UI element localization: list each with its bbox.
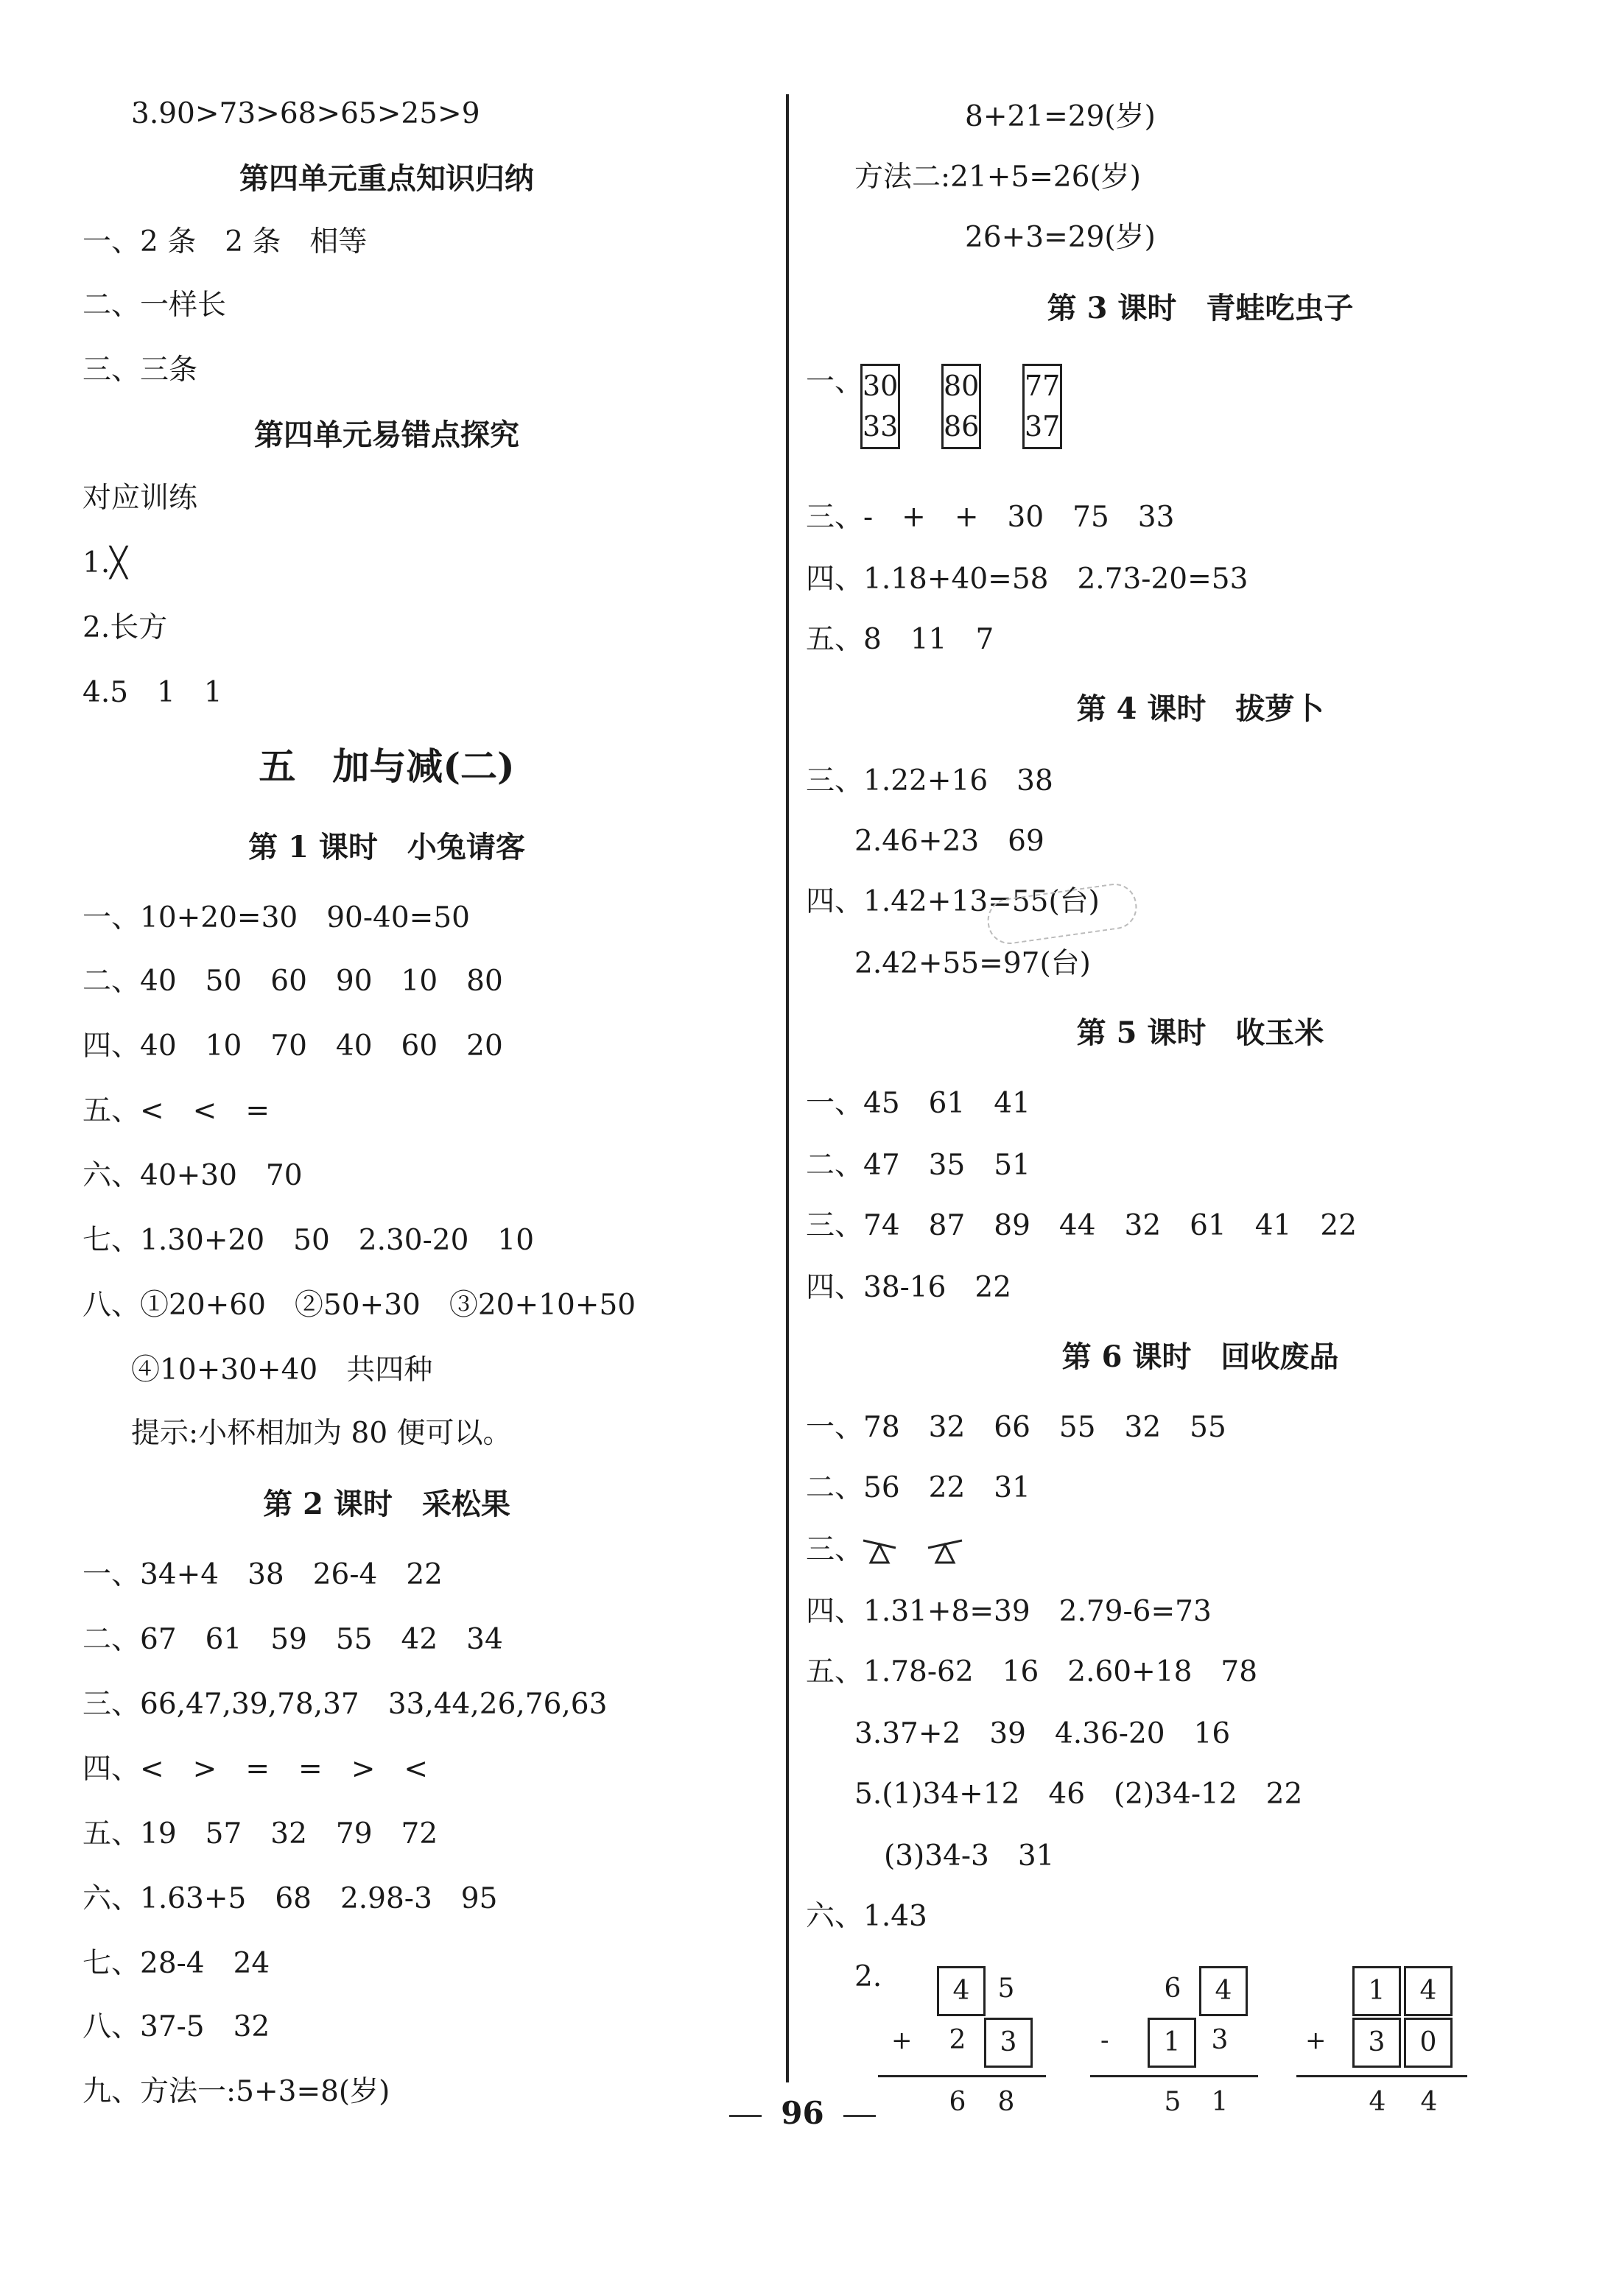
answer-line: 4.5 1 1	[82, 676, 222, 709]
answer-line-prefix: 三、	[806, 1533, 864, 1566]
box-value: 37	[1025, 410, 1061, 443]
answer-line: 5.(1)34+12 46 (2)34-12 22	[854, 1778, 1303, 1811]
page-number-dash	[843, 2115, 876, 2117]
answer-line: 一、34+4 38 26-4 22	[82, 1558, 443, 1591]
answer-line: 四、1.42+13=55(台)	[806, 885, 1100, 918]
answer-line: 九、方法一:5+3=8(岁)	[82, 2075, 390, 2108]
lesson-heading: 第 6 课时 回收废品	[1061, 1339, 1339, 1374]
answer-line: 四、40 10 70 40 60 20	[82, 1029, 503, 1063]
answer-line: 五、19 57 32 79 72	[82, 1817, 438, 1850]
box-value: 30	[863, 370, 899, 402]
answer-line-prefix: 一、	[806, 365, 864, 398]
digit: 2	[949, 2025, 966, 2055]
page-number-value: 96	[781, 2095, 824, 2131]
answer-line: 六、40+30 70	[82, 1159, 303, 1192]
digit: 6	[1164, 1973, 1181, 2004]
answer-line: 三、74 87 89 44 32 61 41 22	[806, 1209, 1358, 1242]
answer-line: 三、66,47,39,78,37 33,44,26,76,63	[82, 1688, 608, 1721]
operator: +	[1305, 2026, 1327, 2055]
box-value: 86	[944, 410, 980, 443]
filled-box: 1	[1148, 2018, 1196, 2068]
box-value: 77	[1025, 370, 1061, 402]
lesson-heading: 第 4 课时 拔萝卜	[1076, 691, 1324, 726]
section-heading: 第四单元重点知识归纳	[239, 161, 534, 196]
filled-box: 4	[1404, 1966, 1453, 2016]
answer-line: 一、10+20=30 90-40=50	[82, 901, 470, 934]
sum-line	[1296, 2075, 1467, 2077]
answer-line: 三、- + + 30 75 33	[806, 501, 1175, 534]
balance-scale-icon	[857, 1533, 968, 1570]
difference-line	[1090, 2075, 1258, 2077]
digit: 5	[1164, 2087, 1181, 2117]
unit-title: 五 加与减(二)	[259, 744, 515, 788]
answer-line: 五、1.78-62 16 2.60+18 78	[806, 1655, 1258, 1688]
answer-line: 四、< > = = > <	[82, 1753, 429, 1786]
answer-line: 三、1.22+16 38	[806, 764, 1053, 797]
lesson-heading: 第 5 课时 收玉米	[1076, 1015, 1324, 1050]
filled-box: 0	[1404, 2018, 1453, 2068]
digit: 8	[997, 2087, 1015, 2117]
digit: 4	[1369, 2087, 1386, 2117]
filled-box: 4	[937, 1966, 986, 2016]
answer-line: 二、一样长	[82, 289, 227, 322]
answer-line: 对应训练	[82, 482, 198, 515]
answer-line: 8+21=29(岁)	[965, 100, 1156, 133]
answer-box-column	[1022, 364, 1062, 449]
hint-line: 提示:小杯相加为 80 便可以。	[131, 1417, 512, 1450]
box-value: 80	[944, 370, 980, 402]
digit: 5	[997, 1973, 1015, 2004]
digit: 1	[1211, 2087, 1229, 2117]
filled-box: 1	[1352, 1966, 1401, 2016]
filled-box: 4	[1199, 1966, 1248, 2016]
section-heading: 第四单元易错点探究	[254, 418, 519, 452]
lesson-heading: 第 3 课时 青蛙吃虫子	[1047, 291, 1354, 325]
answer-line: 2.长方	[82, 611, 168, 644]
filled-box: 3	[984, 2018, 1033, 2068]
answer-box-column	[941, 364, 981, 449]
answer-line: 六、1.63+5 68 2.98-3 95	[82, 1882, 498, 1915]
answer-line: 1.╳	[82, 546, 127, 580]
answer-line: 四、1.31+8=39 2.79-6=73	[806, 1595, 1212, 1628]
answer-line: 八、37-5 32	[82, 2010, 270, 2043]
answer-box-column	[860, 364, 900, 449]
answer-line: 一、78 32 66 55 32 55	[806, 1411, 1226, 1444]
answer-line: 3.90>73>68>65>25>9	[131, 97, 480, 130]
box-value: 33	[863, 410, 899, 443]
answer-line: (3)34-3 31	[884, 1839, 1055, 1873]
answer-line: 二、56 22 31	[806, 1471, 1030, 1504]
answer-line: 二、40 50 60 90 10 80	[82, 965, 503, 998]
answer-line: 一、45 61 41	[806, 1087, 1030, 1120]
answer-line: 26+3=29(岁)	[965, 221, 1156, 254]
sum-line	[878, 2075, 1046, 2077]
answer-line: 一、2 条 2 条 相等	[82, 225, 368, 258]
answer-line: ④10+30+40 共四种	[131, 1353, 433, 1387]
answer-line: 2.42+55=97(台)	[854, 947, 1091, 980]
answer-line: 三、三条	[82, 353, 198, 387]
answer-line: 四、1.18+40=58 2.73-20=53	[806, 563, 1248, 596]
answer-line: 八、①20+60 ②50+30 ③20+10+50	[82, 1289, 636, 1322]
digit: 6	[949, 2087, 966, 2117]
answer-line: 2.	[854, 1960, 882, 1993]
answer-line: 五、8 11 7	[806, 623, 994, 656]
answer-line: 六、1.43	[806, 1900, 927, 1933]
answer-line: 四、38-16 22	[806, 1271, 1012, 1304]
filled-box: 3	[1352, 2018, 1401, 2068]
page-number-dash	[729, 2115, 762, 2117]
answer-line: 七、1.30+20 50 2.30-20 10	[82, 1224, 535, 1257]
lesson-heading: 第 1 课时 小兔请客	[248, 830, 525, 864]
answer-line: 二、47 35 51	[806, 1149, 1030, 1182]
answer-line: 方法二:21+5=26(岁)	[854, 161, 1141, 194]
lesson-heading: 第 2 课时 采松果	[263, 1487, 510, 1521]
answer-line: 七、28-4 24	[82, 1947, 270, 1980]
operator: -	[1100, 2026, 1109, 2055]
answer-line: 二、67 61 59 55 42 34	[82, 1623, 503, 1656]
column-divider	[786, 94, 789, 2082]
answer-line: 五、< < =	[82, 1094, 270, 1127]
answer-line: 2.46+23 69	[854, 825, 1044, 858]
operator: +	[891, 2026, 913, 2055]
answer-line: 3.37+2 39 4.36-20 16	[854, 1717, 1231, 1750]
page-number	[0, 2091, 1605, 2135]
digit: 3	[1211, 2025, 1229, 2055]
digit: 4	[1420, 2087, 1438, 2117]
